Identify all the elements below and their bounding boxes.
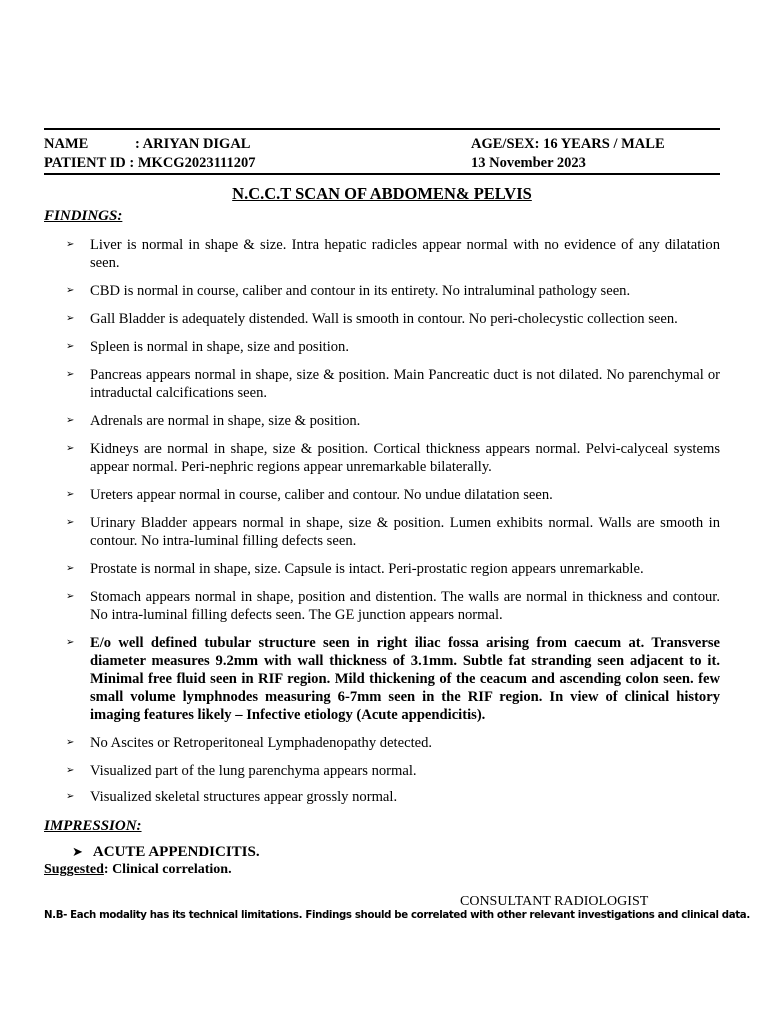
finding-item: ➢ Adrenals are normal in shape, size & position. bbox=[66, 413, 361, 429]
finding-item: ➢ No Ascites or Retroperitoneal Lymphadenopathy detected. bbox=[66, 735, 433, 751]
arrow-bullet-icon: ➢ bbox=[66, 563, 75, 574]
impression-label: IMPRESSION: bbox=[44, 818, 142, 834]
finding-item-key: ➢ E/o well defined tubular structure seen in right iliac fossa arising from caecum at. Transverse diameter measures 9.2mm with wall thickness of 3.1mm. Subtle fat stranding seen adjacent to it. Minimal free fluid seen in RIF region. Mild thickening of the ceacum and ascending colon seen. few small volume lymphnodes measuring 6-7mm seen in the RIF region. In view of clinical history imaging features likely – Infective etiology (Acute appendicitis). bbox=[66, 635, 720, 723]
report-date: 13 November 2023 bbox=[471, 155, 586, 171]
report-title: N.C.C.T SCAN OF ABDOMEN& PELVIS bbox=[232, 184, 532, 203]
consultant-signature: CONSULTANT RADIOLOGIST bbox=[460, 894, 649, 909]
arrow-bullet-icon: ➢ bbox=[66, 239, 75, 250]
finding-item: ➢ Kidneys are normal in shape, size & position. Cortical thickness appears normal. Pelvi-calyceal systems appear normal. Peri-nephric regions appear unremarkable bilaterally. bbox=[66, 441, 720, 475]
impression-item: ➤ ACUTE APPENDICITIS. bbox=[72, 844, 260, 860]
arrow-bullet-icon: ➢ bbox=[66, 313, 75, 324]
finding-item: ➢ Urinary Bladder appears normal in shape, size & position. Lumen exhibits normal. Walls are smooth in contour. No intra-luminal filling defects seen. bbox=[66, 515, 720, 549]
name-label: NAME bbox=[44, 136, 89, 152]
arrow-bullet-icon: ➢ bbox=[66, 369, 75, 380]
suggested-label: Suggested bbox=[44, 862, 104, 877]
arrow-bullet-icon: ➢ bbox=[66, 637, 75, 648]
arrow-bullet-icon: ➢ bbox=[66, 591, 75, 602]
finding-item: ➢ Pancreas appears normal in shape, size & position. Main Pancreatic duct is not dilated. No parenchymal or intraductal calcifications seen. bbox=[66, 367, 720, 401]
arrow-bullet-icon: ➢ bbox=[66, 285, 75, 296]
finding-item: ➢ Visualized skeletal structures appear grossly normal. bbox=[66, 789, 398, 805]
arrow-bullet-icon: ➢ bbox=[66, 517, 75, 528]
finding-item: ➢ Spleen is normal in shape, size and position. bbox=[66, 339, 349, 355]
finding-item: ➢ Gall Bladder is adequately distended. Wall is smooth in contour. No peri-cholecystic collection seen. bbox=[66, 311, 678, 327]
arrow-bullet-icon: ➢ bbox=[66, 415, 75, 426]
disclaimer-note: N.B- Each modality has its technical limitations. Findings should be correlated with other relevant investigations and clinical data. bbox=[44, 910, 750, 921]
arrow-bullet-icon: ➢ bbox=[66, 489, 75, 500]
finding-item: ➢ Ureters appear normal in course, caliber and contour. No undue dilatation seen. bbox=[66, 487, 553, 503]
header-bottom-rule bbox=[44, 173, 720, 175]
findings-list bbox=[44, 236, 720, 816]
finding-item: ➢ Prostate is normal in shape, size. Capsule is intact. Peri-prostatic region appears unremarkable. bbox=[66, 561, 644, 577]
arrow-bullet-icon: ➢ bbox=[66, 341, 75, 352]
arrow-bullet-icon: ➢ bbox=[66, 765, 75, 776]
suggested-text: : Clinical correlation. bbox=[103, 862, 232, 877]
header-top-rule bbox=[44, 128, 720, 130]
arrow-bullet-icon: ➢ bbox=[66, 443, 75, 454]
name-value: : ARIYAN DIGAL bbox=[135, 136, 251, 152]
age-sex: AGE/SEX: 16 YEARS / MALE bbox=[471, 136, 665, 152]
arrow-bullet-icon: ➤ bbox=[72, 845, 83, 860]
arrow-bullet-icon: ➢ bbox=[66, 737, 75, 748]
findings-label: FINDINGS: bbox=[44, 208, 123, 224]
suggested-line bbox=[44, 861, 232, 879]
finding-item: ➢ Stomach appears normal in shape, position and distention. The walls are normal in thickness and contour. No intra-luminal filling defects seen. The GE junction appears normal. bbox=[66, 589, 720, 623]
finding-item: ➢ CBD is normal in course, caliber and contour in its entirety. No intraluminal pathology seen. bbox=[66, 283, 631, 299]
finding-item: ➢ Liver is normal in shape & size. Intra hepatic radicles appear normal with no evidence of any dilatation seen. bbox=[66, 237, 720, 271]
arrow-bullet-icon: ➢ bbox=[66, 791, 75, 802]
patient-id: PATIENT ID : MKCG2023111207 bbox=[44, 155, 256, 171]
finding-item: ➢ Visualized part of the lung parenchyma appears normal. bbox=[66, 763, 417, 779]
